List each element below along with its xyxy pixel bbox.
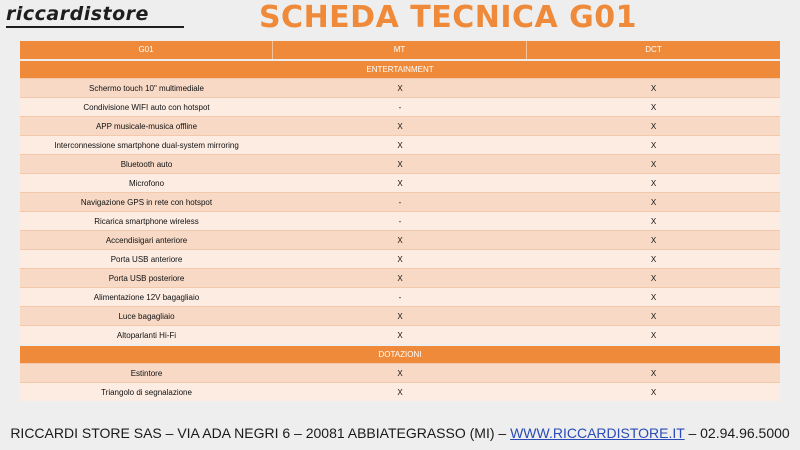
table-row [20, 78, 780, 97]
brand-logo: riccardistore [6, 3, 149, 25]
section-header [20, 346, 780, 363]
table-row [20, 116, 780, 135]
spec-table [20, 41, 780, 401]
table-row [20, 135, 780, 154]
mt-cell: X [397, 235, 403, 245]
mt-cell: X [397, 311, 403, 321]
column-header-dct: DCT [645, 45, 662, 54]
table-row [20, 325, 780, 344]
column-header-model: G01 [20, 41, 273, 59]
column-header-mt: MT [273, 41, 527, 59]
feature-cell: Estintore [130, 368, 163, 378]
mt-cell: X [397, 140, 403, 150]
dct-cell: X [650, 178, 657, 188]
page-title: SCHEDA TECNICA G01 [258, 0, 638, 35]
mt-cell: - [398, 292, 402, 302]
feature-cell: Accendisigari anteriore [105, 235, 188, 245]
dct-cell: X [650, 102, 657, 112]
table-row [20, 230, 780, 249]
feature-cell: Altoparlanti Hi-Fi [116, 330, 177, 340]
footer-contact [0, 425, 800, 441]
dct-cell: X [650, 311, 657, 321]
dct-cell: X [650, 235, 657, 245]
feature-cell: Porta USB posteriore [108, 273, 185, 283]
dct-cell: X [650, 140, 657, 150]
table-row [20, 363, 780, 382]
dct-cell: X [650, 273, 657, 283]
table-row [20, 192, 780, 211]
feature-cell: Ricarica smartphone wireless [94, 216, 199, 226]
feature-cell: Luce bagagliaio [118, 311, 175, 321]
dct-cell: X [650, 368, 657, 378]
feature-cell: Bluetooth auto [120, 159, 173, 169]
section-title: ENTERTAINMENT [366, 65, 434, 74]
feature-cell: Interconnessione smartphone dual-system mirroring [54, 140, 239, 150]
table-row [20, 268, 780, 287]
mt-cell: - [398, 216, 402, 226]
dct-cell: X [650, 121, 657, 131]
table-row [20, 287, 780, 306]
feature-cell: Condivisione WIFI auto con hotspot [83, 102, 210, 112]
website-link[interactable]: WWW.RICCARDISTORE.IT [510, 425, 685, 441]
table-header-row [20, 41, 780, 59]
dct-cell: X [650, 83, 657, 93]
dct-cell: X [650, 330, 657, 340]
logo-underline [6, 26, 184, 28]
footer-phone: – 02.94.96.5000 [684, 425, 790, 441]
table-row [20, 173, 780, 192]
dct-cell: X [650, 292, 657, 302]
table-row [20, 154, 780, 173]
dct-cell: X [650, 159, 657, 169]
mt-cell: X [397, 121, 403, 131]
feature-cell: Triangolo di segnalazione [101, 387, 192, 397]
dct-cell: X [650, 197, 657, 207]
feature-cell: APP musicale-musica offline [95, 121, 198, 131]
mt-cell: X [397, 273, 403, 283]
mt-cell: X [397, 387, 403, 397]
feature-cell: Navigazione GPS in rete con hotspot [80, 197, 213, 207]
table-row [20, 97, 780, 116]
mt-cell: X [397, 83, 403, 93]
mt-cell: X [397, 254, 403, 264]
mt-cell: X [397, 178, 403, 188]
table-row [20, 306, 780, 325]
feature-cell: Porta USB anteriore [110, 254, 183, 264]
mt-cell: - [398, 197, 402, 207]
table-row [20, 249, 780, 268]
table-row [20, 382, 780, 401]
feature-cell: Schermo touch 10" multimediale [89, 83, 204, 93]
section-title: DOTAZIONI [378, 350, 422, 359]
dct-cell: X [650, 254, 657, 264]
dct-cell: X [650, 216, 657, 226]
mt-cell: X [397, 159, 403, 169]
mt-cell: X [397, 368, 403, 378]
table-row [20, 211, 780, 230]
section-header [20, 61, 780, 78]
feature-cell: Alimentazione 12V bagagliaio [93, 292, 200, 302]
mt-cell: - [398, 102, 402, 112]
feature-cell: Microfono [128, 178, 165, 188]
dct-cell: X [650, 387, 657, 397]
footer-address: RICCARDI STORE SAS – VIA ADA NEGRI 6 – 20081 ABBIATEGRASSO (MI) – [10, 425, 511, 441]
mt-cell: X [397, 330, 403, 340]
